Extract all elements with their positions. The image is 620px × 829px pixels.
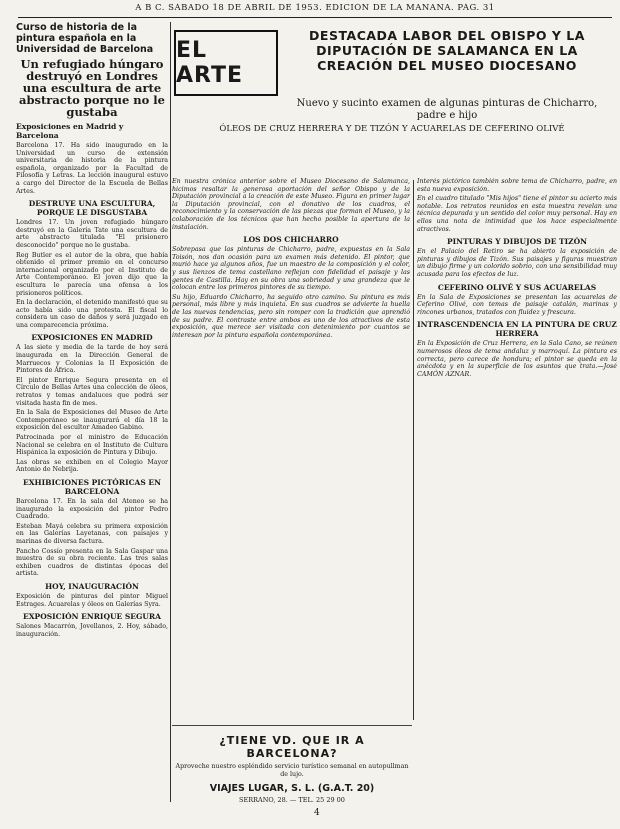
column-left <box>16 20 168 800</box>
subhead-chicharro: LOS DOS CHICHARRO <box>243 235 339 245</box>
paragraph: Barcelona 17. En la sala del Ateneo se ha inaugurado la exposición del pintor Pedro Cuadrado. <box>16 497 168 521</box>
page-mark: 4 <box>314 808 320 818</box>
refugee-headline: Un refugiado húngaro destruyó en Londres una escultura de arte abstracto porque no le gustaba <box>19 57 165 119</box>
section-label-box: EL ARTE <box>174 30 278 96</box>
column-right <box>417 178 617 808</box>
ad-address: SERRANO, 28. — TEL. 25 29 00 <box>239 796 345 805</box>
paragraph: En el cuadro titulado "Mis hijos" tiene el pintor su acierto más notable. Los retratos reunidos en esta muestra revelan una técnica depurada y un sentido del color muy personal. Hay en ellos una nota de intimidad que los hace especialmente atractivos. <box>417 195 617 233</box>
paragraph: Interés pictórico también sobre tema de Chicharro, padre, en esta nueva exposición. <box>417 178 617 193</box>
subhead-today: HOY, INAUGURACIÓN <box>45 581 139 591</box>
main-deck: Nuevo y sucinto examen de algunas pinturas de Chicharro, padre e hijo <box>296 98 598 121</box>
column-rule-2 <box>413 180 414 720</box>
paragraph: Barcelona 17. Ha sido inaugurado en la Universidad un curso de extensión universitaria de historia de la pintura española, organizado por la Facultad de Filosofía y Letras. La lección inaugural estuvo a cargo del Director de la Escuela de Bellas Artes. <box>16 142 168 195</box>
paragraph: A las siete y media de la tarde de hoy será inaugurada en la Dirección General de Marruecos y Colonias la II Exposición de Pintores de África. <box>16 344 168 375</box>
subhead-cruz-herrera: INTRASCENDENCIA EN LA PINTURA DE CRUZ HERRERA <box>417 320 617 339</box>
subhead-olive: CEFERINO OLIVÉ Y SUS ACUARELAS <box>437 282 597 292</box>
paragraph: Exposición de pinturas del pintor Miguel Estrages. Acuarelas y óleos en Galerías Syra. <box>16 592 168 608</box>
paragraph: El pintor Enrique Segura presenta en el Círculo de Bellas Artes una colección de óleos, retratos y temas andaluces que podrá ser visitada hasta fin de mes. <box>16 376 168 407</box>
paragraph: Sobrepasa que las pinturas de Chicharro, padre, expuestas en la Sala Toisón, nos dan ocasión para un examen más detenido. El pintor, que murió hace ya algunos años, fue un maestro de la composición y el color, y sus lienzos de tema castellano reflejan con fidelidad el paisaje y las gentes de Castilla. Hay en su obra una sobriedad y una grandeza que le colocan entre los primeros pintores de su tiempo. <box>172 246 410 292</box>
paragraph: En la declaración, el detenido manifestó que su acto había sido una protesta. El fiscal lo considera un caso de daños y será juzgado en una comparecencia próxima. <box>16 299 168 329</box>
ad-title: ¿TIENE VD. QUE IR A BARCELONA? <box>219 734 365 760</box>
page-header: A B C. SÁBADO 18 DE ABRIL DE 1953. EDICIÓN DE LA MAÑANA. PÁG. 31 <box>135 3 495 13</box>
header-rule <box>18 17 612 18</box>
paragraph: En la Sala de Exposiciones del Museo de Arte Contemporáneo se inaugurará el día 18 la exposición del escultor Amadeo Gabino. <box>16 409 168 432</box>
travel-advertisement <box>172 722 412 812</box>
paragraph: En nuestra crónica anterior sobre el Museo Diocesano de Salamanca, hicimos resaltar la generosa aportación del señor Obispo y de la Diputación provincial a la creación de este Museo. Figura en primer lugar la Diputación provincial, con el donativo de los cuadros, el reconocimiento y la conservación de las piezas que forman el Museo, y la colaboración de los técnicos que han hecho posible la apertura de la instalación. <box>172 178 410 231</box>
main-headline: DESTACADA LABOR DEL OBISPO Y LA DIPUTACIÓN DE SALAMANCA EN LA CREACIÓN DEL MUSEO DIOCESANO <box>309 28 585 73</box>
subhead-segura: EXPOSICIÓN ENRIQUE SEGURA <box>23 612 161 622</box>
paragraph: En la Sala de Exposiciones se presentan las acuarelas de Ceferino Olivé, con temas de paisaje catalán, marinas y rincones urbanos, tratados con fluidez y frescura. <box>417 293 617 316</box>
paragraph: En el Palacio del Retiro se ha abierto la exposición de pinturas y dibujos de Tizón. Sus paisajes y figuras muestran un dibujo firme y un colorido sobrio, con una sensibilidad muy acusada para los efectos de luz. <box>417 248 617 278</box>
column-rule-1 <box>170 22 171 802</box>
paragraph: Pancho Cossío presenta en la Sala Gaspar una muestra de su obra reciente. Las tres salas exhiben cuadros de distintas épocas del artista. <box>16 547 168 578</box>
column-middle <box>172 178 410 718</box>
ad-top-rule <box>172 725 412 726</box>
paragraph: Reg Butler es el autor de la obra, que había obtenido el primer premio en el concurso internacional organizado por el Instituto de Arte Contemporáneo. El joven dijo que la escultura le parecía una ofensa a los prisioneros políticos. <box>16 251 168 297</box>
paragraph: Salones Macarrón, Jovellanos, 2. Hoy, sábado, inauguración. <box>16 623 168 638</box>
kicker-headline: Curso de historia de la pintura española en la Universidad de Barcelona <box>16 22 154 55</box>
subhead-destroys: DESTRUYE UNA ESCULTURA, PORQUE LE DISGUSTABA <box>28 199 156 218</box>
ad-text: Aproveche nuestro espléndido servicio turístico semanal en autopullman de lujo. <box>175 763 409 778</box>
ad-firm: VIAJES LUGAR, S. L. (G.A.T. 20) <box>209 783 375 795</box>
paragraph: Las obras se exhiben en el Colegio Mayor Antonio de Nebrija. <box>16 458 168 474</box>
paragraph: Londres 17. Un joven refugiado húngaro destruyó en la Galería Tate una escultura de arte abstracto titulada "El prisionero desconocido" porque no le gustaba. <box>16 219 168 249</box>
paragraph: Patrocinada por el ministro de Educación Nacional se celebra en el Instituto de Cultura Hispánica la exposición de Pintura y Dibujo. <box>16 434 168 457</box>
subhead-exhibitions: Exposiciones en Madrid y Barcelona <box>16 122 124 140</box>
subhead-madrid: EXPOSICIONES EN MADRID <box>31 333 153 343</box>
subhead-tizon: PINTURAS Y DIBUJOS DE TIZÓN <box>447 237 587 247</box>
main-deck-secondary: ÓLEOS DE CRUZ HERRERA Y DE TIZÓN Y ACUARELAS DE CEFERINO OLIVÉ <box>219 124 565 134</box>
paragraph: En la Exposición de Cruz Herrera, en la Sala Cano, se reúnen numerosos óleos de tema andaluz y marroquí. La pintura es correcta, pero carece de hondura; el pintor se queda en la anécdota y en la superficie de los asuntos que trata.—José CAMÓN AZNAR. <box>417 340 617 378</box>
paragraph: Su hijo, Eduardo Chicharro, ha seguido otro camino. Su pintura es más personal, más libre y más inquieta. En sus cuadros se advierte la huella de las nuevas tendencias, pero sin romper con la tradición que aprendió de su padre. El contraste entre ambos es uno de los atractivos de esta exposición, que merece ser visitada con detenimiento por cuantos se interesan por la pintura española contemporánea. <box>172 293 410 339</box>
subhead-barcelona: EXHIBICIONES PICTÓRICAS EN BARCELONA <box>23 477 161 496</box>
paragraph: Esteban Mayá celebra su primera exposición en las Galerías Layetanas, con paisajes y marinas de diversa factura. <box>16 522 168 545</box>
